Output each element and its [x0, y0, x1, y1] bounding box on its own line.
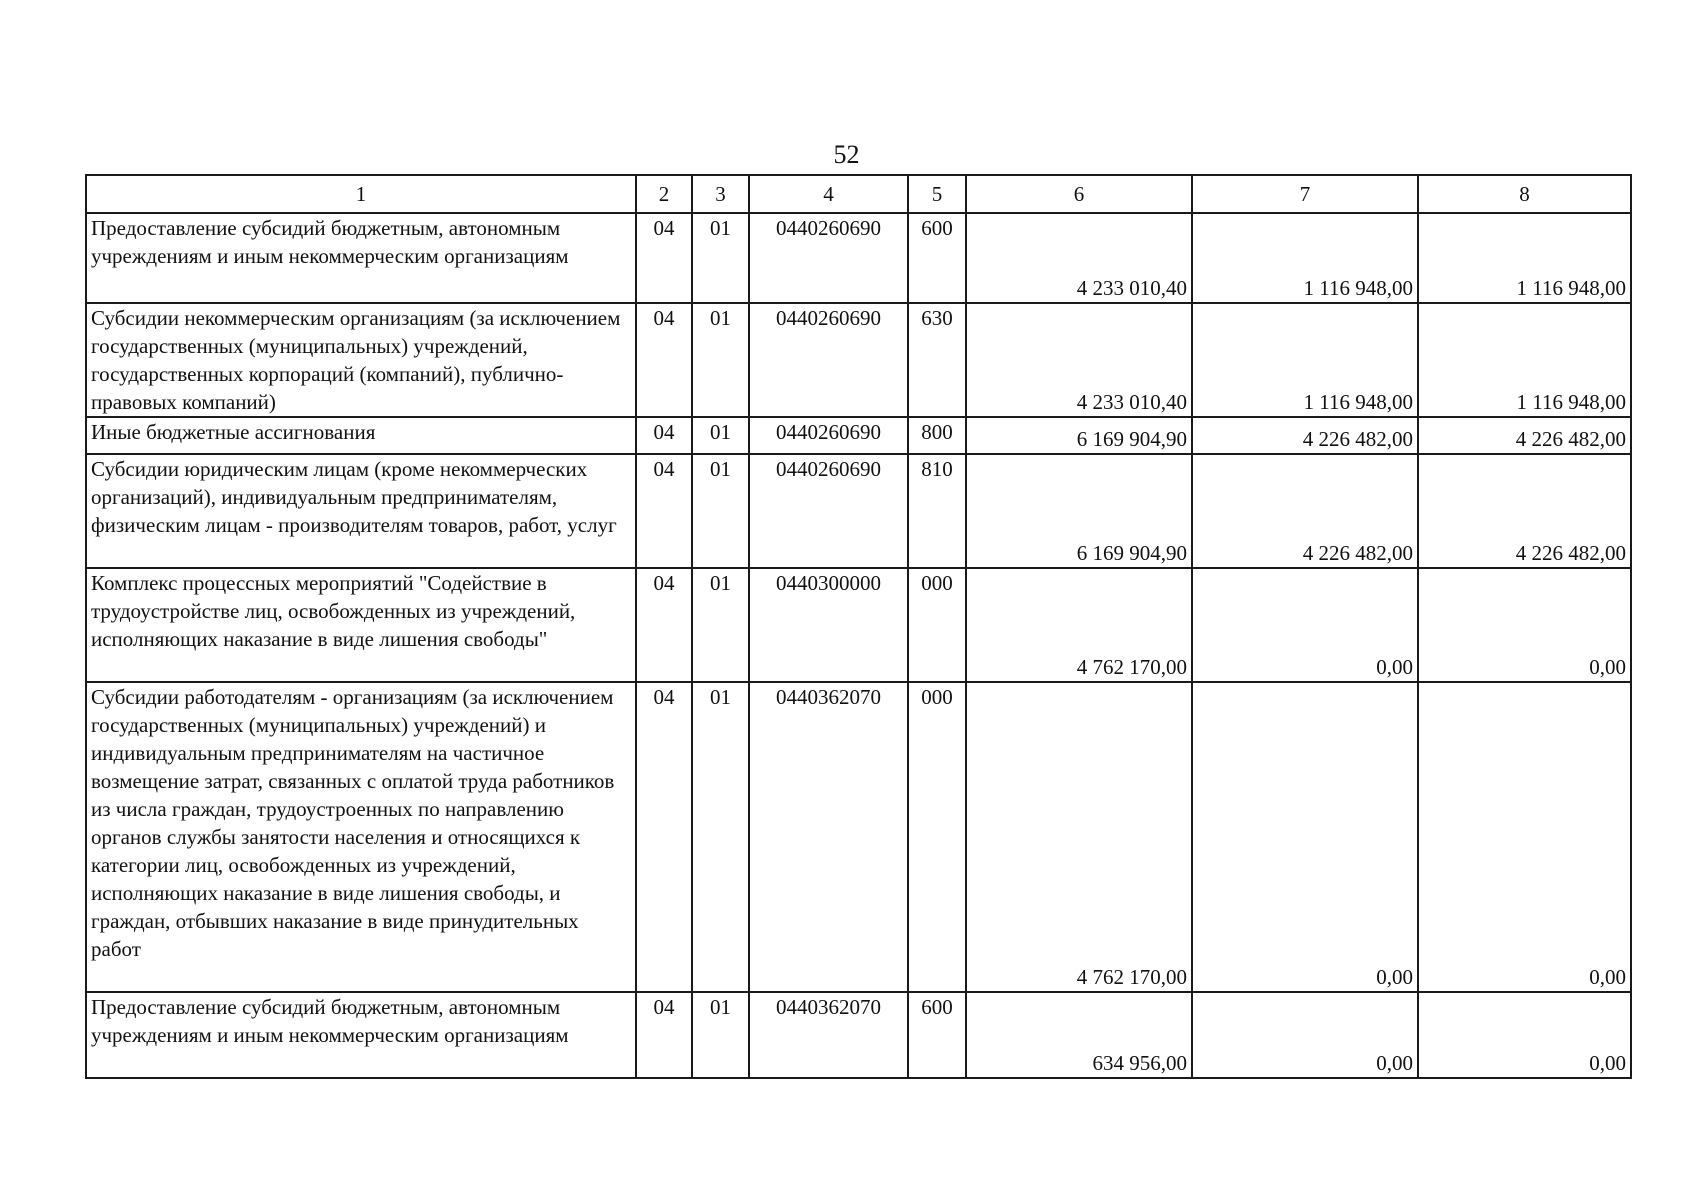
column-header: 5 — [908, 175, 966, 213]
budget-table — [85, 174, 1632, 1079]
row-podrazdel: 01 — [692, 682, 749, 992]
table-row — [86, 303, 1631, 417]
column-header: 1 — [86, 175, 636, 213]
table-row — [86, 682, 1631, 992]
row-razdel: 04 — [636, 213, 692, 303]
row-vr: 600 — [908, 992, 966, 1078]
row-sum-1: 4 762 170,00 — [966, 568, 1192, 682]
row-sum-2: 1 116 948,00 — [1192, 213, 1418, 303]
column-header: 4 — [749, 175, 908, 213]
table-row — [86, 454, 1631, 568]
row-sum-1: 4 762 170,00 — [966, 682, 1192, 992]
row-vr: 630 — [908, 303, 966, 417]
row-csr: 0440300000 — [749, 568, 908, 682]
row-vr: 810 — [908, 454, 966, 568]
row-razdel: 04 — [636, 568, 692, 682]
table-row — [86, 992, 1631, 1078]
row-sum-1: 6 169 904,90 — [966, 454, 1192, 568]
row-sum-3: 1 116 948,00 — [1418, 303, 1631, 417]
column-header: 2 — [636, 175, 692, 213]
row-sum-2: 0,00 — [1192, 568, 1418, 682]
row-csr: 0440260690 — [749, 417, 908, 454]
row-vr: 000 — [908, 682, 966, 992]
column-header: 7 — [1192, 175, 1418, 213]
row-sum-2: 1 116 948,00 — [1192, 303, 1418, 417]
row-vr: 800 — [908, 417, 966, 454]
row-podrazdel: 01 — [692, 568, 749, 682]
row-sum-2: 4 226 482,00 — [1192, 417, 1418, 454]
row-sum-3: 0,00 — [1418, 992, 1631, 1078]
row-csr: 0440362070 — [749, 682, 908, 992]
row-name: Предоставление субсидий бюджетным, автономным учреждениям и иным некоммерческим организациям — [86, 213, 636, 303]
row-sum-2: 0,00 — [1192, 682, 1418, 992]
column-header: 3 — [692, 175, 749, 213]
row-sum-3: 1 116 948,00 — [1418, 213, 1631, 303]
header-row — [86, 175, 1631, 213]
row-csr: 0440362070 — [749, 992, 908, 1078]
row-csr: 0440260690 — [749, 454, 908, 568]
row-podrazdel: 01 — [692, 417, 749, 454]
table-header — [86, 175, 1631, 213]
row-name: Субсидии юридическим лицам (кроме некоммерческих организаций), индивидуальным предпринимателям, физическим лицам - производителям товаров, работ, услуг — [86, 454, 636, 568]
row-sum-1: 634 956,00 — [966, 992, 1192, 1078]
row-podrazdel: 01 — [692, 454, 749, 568]
row-sum-3: 0,00 — [1418, 568, 1631, 682]
row-sum-1: 4 233 010,40 — [966, 213, 1192, 303]
row-sum-2: 4 226 482,00 — [1192, 454, 1418, 568]
row-razdel: 04 — [636, 417, 692, 454]
row-podrazdel: 01 — [692, 303, 749, 417]
row-razdel: 04 — [636, 682, 692, 992]
table-row — [86, 568, 1631, 682]
page-number: 52 — [833, 140, 860, 169]
row-podrazdel: 01 — [692, 992, 749, 1078]
row-sum-1: 6 169 904,90 — [966, 417, 1192, 454]
table-row — [86, 417, 1631, 454]
row-csr: 0440260690 — [749, 303, 908, 417]
row-name: Иные бюджетные ассигнования — [86, 417, 636, 454]
row-sum-3: 0,00 — [1418, 682, 1631, 992]
row-sum-2: 0,00 — [1192, 992, 1418, 1078]
row-name: Комплекс процессных мероприятий "Содействие в трудоустройстве лиц, освобожденных из учреждений, исполняющих наказание в виде лишения свободы" — [86, 568, 636, 682]
row-sum-3: 4 226 482,00 — [1418, 454, 1631, 568]
table-row — [86, 213, 1631, 303]
row-vr: 600 — [908, 213, 966, 303]
row-sum-1: 4 233 010,40 — [966, 303, 1192, 417]
row-name: Субсидии работодателям - организациям (за исключением государственных (муниципальных) учреждений) и индивидуальным предпринимателям на частичное возмещение затрат, связанных с оплатой труда работников из числа граждан, трудоустроенных по направлению органов службы занятости населения и относящихся к категории лиц, освобожденных из учреждений, исполняющих наказание в виде лишения свободы, и граждан, отбывших наказание в виде принудительных работ — [86, 682, 636, 992]
row-sum-3: 4 226 482,00 — [1418, 417, 1631, 454]
row-name: Субсидии некоммерческим организациям (за исключением государственных (муниципальных) учреждений, государственных корпораций (компаний), публично-правовых компаний) — [86, 303, 636, 417]
column-header: 8 — [1418, 175, 1631, 213]
row-csr: 0440260690 — [749, 213, 908, 303]
row-razdel: 04 — [636, 303, 692, 417]
row-name: Предоставление субсидий бюджетным, автономным учреждениям и иным некоммерческим организациям — [86, 992, 636, 1078]
column-header: 6 — [966, 175, 1192, 213]
row-razdel: 04 — [636, 992, 692, 1078]
row-razdel: 04 — [636, 454, 692, 568]
row-vr: 000 — [908, 568, 966, 682]
table-body — [86, 213, 1631, 1078]
row-podrazdel: 01 — [692, 213, 749, 303]
